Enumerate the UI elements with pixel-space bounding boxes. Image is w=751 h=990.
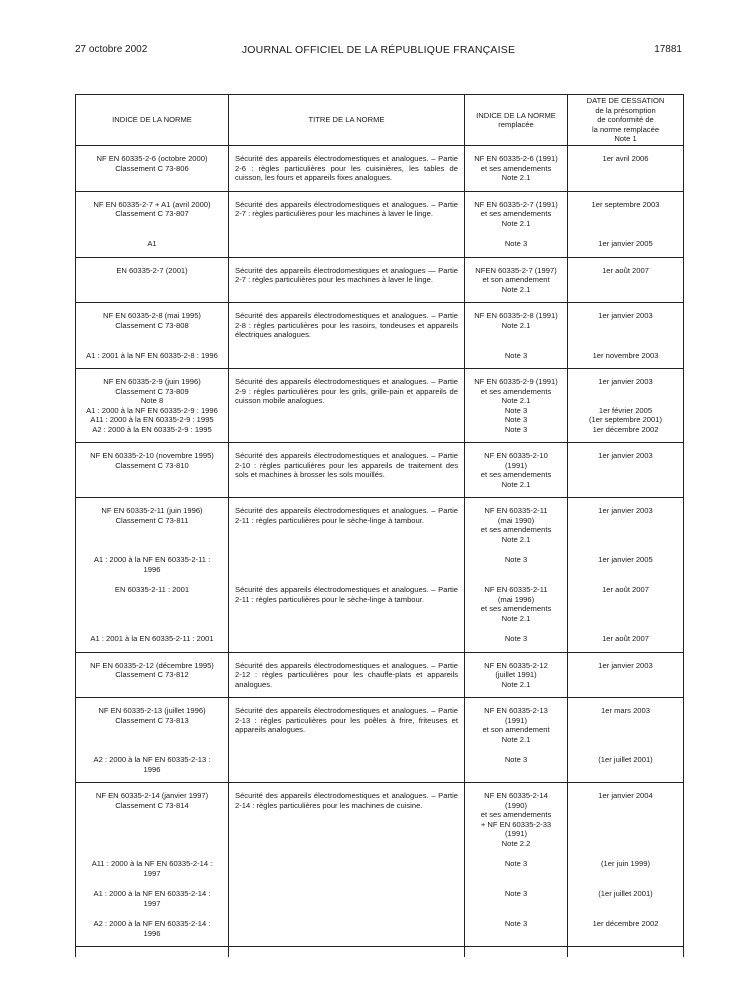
cell-date: 1er janvier 2003 [568,443,684,498]
cell-titre [229,623,465,652]
cell-date: 1er mars 2003 [568,698,684,745]
cell-date: 1er novembre 2003 [568,340,684,369]
table-row [76,443,684,498]
table-row [76,744,684,783]
table-row [76,908,684,947]
cell-titre: Sécurité des appareils électrodomestiques et analogues. – Partie 2-10 : règles particulières pour les appareils de traitement des sols et machines à brosser les sols mouillés. [229,443,465,498]
cell-remplacee: Note 3 [465,623,568,652]
cell-indice: A1 : 2000 à la NF EN 60335-2-14 : 1997 [76,878,229,908]
cell-date: 1er août 2007 [568,257,684,303]
cell-remplacee: NFEN 60335-2-7 (1997) et son amendement Note 2.1 [465,257,568,303]
table-row [76,228,684,257]
cell-date: (1er juillet 2001) [568,744,684,783]
cell-indice: NF EN 60335-2-7 + A1 (avril 2000) Classement C 73-807 [76,191,229,228]
table-row [76,652,684,698]
cell-titre [229,340,465,369]
table-row [76,498,684,545]
col-header-titre: TITRE DE LA NORME [229,95,465,146]
cell-titre: Sécurité des appareils électrodomestiques et analogues. – Partie 2-9 : règles particulières pour les grils, grille-pain et appareils de cuisson mobile analogues. [229,369,465,406]
table-row [76,574,684,623]
table-row [76,783,684,849]
cell-date: 1er janvier 2005 [568,544,684,574]
cell-remplacee: NF EN 60335-2-12 (juillet 1991) Note 2.1 [465,652,568,698]
table-continuation-row [76,947,684,958]
cell-indice: A1 : 2000 à la NF EN 60335-2-11 : 1996 [76,544,229,574]
cell-titre [229,908,465,947]
cell-remplacee: NF EN 60335-2-11 (mai 1996) et ses amendements Note 2.1 [465,574,568,623]
cell-remplacee: Note 3 [465,340,568,369]
cell-empty [76,947,229,958]
cell-remplacee: NF EN 60335-2-13 (1991) et son amendement Note 2.1 [465,698,568,745]
table-row [76,544,684,574]
cell-titre [229,744,465,783]
cell-titre: Sécurité des appareils électrodomestiques et analogues. – Partie 2-11 : règles particulières pour le sèche-linge à tambour. [229,574,465,623]
cell-date: 1er janvier 2003 [568,652,684,698]
cell-remplacee: NF EN 60335-2-11 (mai 1990) et ses amendements Note 2.1 [465,498,568,545]
cell-indice: A1 [76,228,229,257]
cell-remplacee: Note 3 Note 3 Note 3 [465,406,568,443]
cell-indice: A1 : 2001 à la NF EN 60335-2-8 : 1996 [76,340,229,369]
table-row [76,878,684,908]
cell-titre [229,406,465,443]
cell-indice: EN 60335-2-7 (2001) [76,257,229,303]
cell-remplacee: Note 3 [465,228,568,257]
cell-indice: NF EN 60335-2-6 (octobre 2000) Classement C 73-806 [76,146,229,192]
cell-date: 1er janvier 2003 [568,369,684,406]
cell-indice: NF EN 60335-2-11 (juin 1996) Classement C 73-811 [76,498,229,545]
cell-titre: Sécurité des appareils électrodomestiques et analogues. – Partie 2-13 : règles particulières pour les poêles à frire, friteuses et appareils analogues. [229,698,465,745]
table-header-row [76,95,684,146]
cell-remplacee: Note 3 [465,878,568,908]
table-row [76,303,684,340]
page-header [75,44,682,58]
cell-indice: NF EN 60335-2-14 (janvier 1997) Classement C 73-814 [76,783,229,849]
cell-remplacee: NF EN 60335-2-6 (1991) et ses amendements Note 2.1 [465,146,568,192]
cell-indice: A11 : 2000 à la NF EN 60335-2-14 : 1997 [76,848,229,878]
cell-empty [465,947,568,958]
cell-titre: Sécurité des appareils électrodomestiques et analogues. – Partie 2-6 : règles particulières pour les cuisinières, les tables de cuisson, les fours et appareils fixes analogues. [229,146,465,192]
cell-indice: A1 : 2000 à la NF EN 60335-2-9 : 1996 A11 : 2000 à la EN 60335-2-9 : 1995 A2 : 2000 à la EN 60335-2-9 : 1995 [76,406,229,443]
page-number: 17881 [654,44,682,55]
cell-remplacee: NF EN 60335-2-9 (1991) et ses amendements Note 2.1 [465,369,568,406]
cell-indice: A1 : 2001 à la EN 60335-2-11 : 2001 [76,623,229,652]
cell-indice: A2 : 2000 à la NF EN 60335-2-14 : 1996 [76,908,229,947]
cell-indice: NF EN 60335-2-10 (novembre 1995) Classement C 73-810 [76,443,229,498]
cell-indice: NF EN 60335-2-9 (juin 1996) Classement C 73-809 Note 8 [76,369,229,406]
cell-remplacee: Note 3 [465,544,568,574]
col-header-indice: INDICE DE LA NORME [76,95,229,146]
cell-titre [229,228,465,257]
header-date: 27 octobre 2002 [75,44,148,55]
cell-titre: Sécurité des appareils électrodomestiques et analogues — Partie 2-7 : règles particulières pour les machines à laver le linge. [229,257,465,303]
cell-remplacee: NF EN 60335-2-10 (1991) et ses amendements Note 2.1 [465,443,568,498]
cell-titre: Sécurité des appareils électrodomestiques et analogues. – Partie 2-7 : règles particulières pour les machines à laver le linge. [229,191,465,228]
col-header-remplacee: INDICE DE LA NORME remplacée [465,95,568,146]
table-row [76,146,684,192]
cell-remplacee: NF EN 60335-2-8 (1991) Note 2.1 [465,303,568,340]
cell-date: 1er décembre 2002 [568,908,684,947]
cell-titre: Sécurité des appareils électrodomestiques et analogues. – Partie 2-11 : règles particulières pour le sèche-linge à tambour. [229,498,465,545]
cell-date: 1er janvier 2003 [568,303,684,340]
cell-remplacee: Note 3 [465,744,568,783]
cell-indice: NF EN 60335-2-12 (décembre 1995) Classement C 73-812 [76,652,229,698]
cell-date: 1er septembre 2003 [568,191,684,228]
table-row [76,340,684,369]
cell-titre [229,848,465,878]
cell-indice: NF EN 60335-2-8 (mai 1995) Classement C 73-808 [76,303,229,340]
cell-titre: Sécurité des appareils électrodomestiques et analogues. – Partie 2-8 : règles particulières pour les rasoirs, tondeuses et appareils électriques analogues. [229,303,465,340]
cell-date: 1er avril 2006 [568,146,684,192]
table-row [76,257,684,303]
table-row [76,848,684,878]
cell-date: 1er janvier 2003 [568,498,684,545]
table-row [76,406,684,443]
cell-date: 1er janvier 2004 [568,783,684,849]
cell-date: (1er juillet 2001) [568,878,684,908]
col-header-date-cessation: DATE DE CESSATION de la présomption de conformité de la norme remplacée Note 1 [568,95,684,146]
cell-remplacee: NF EN 60335-2-7 (1991) et ses amendements Note 2.1 [465,191,568,228]
cell-indice: A2 : 2000 à la NF EN 60335-2-13 : 1996 [76,744,229,783]
table-row [76,369,684,406]
cell-titre [229,878,465,908]
cell-remplacee: Note 3 [465,848,568,878]
cell-date: 1er août 2007 [568,574,684,623]
cell-date: (1er juin 1999) [568,848,684,878]
cell-date: 1er février 2005 (1er septembre 2001) 1er décembre 2002 [568,406,684,443]
cell-date: 1er janvier 2005 [568,228,684,257]
table-row [76,698,684,745]
cell-titre: Sécurité des appareils électrodomestiques et analogues. – Partie 2-12 : règles particulières pour les chauffe-plats et appareils analogues. [229,652,465,698]
cell-indice: EN 60335-2-11 : 2001 [76,574,229,623]
cell-date: 1er août 2007 [568,623,684,652]
cell-empty [568,947,684,958]
cell-empty [229,947,465,958]
table-row [76,191,684,228]
norms-table [75,94,684,957]
cell-remplacee: NF EN 60335-2-14 (1990) et ses amendements + NF EN 60335-2-33 (1991) Note 2.2 [465,783,568,849]
journal-title: JOURNAL OFFICIEL DE LA RÉPUBLIQUE FRANÇAISE [241,44,516,56]
cell-titre [229,544,465,574]
table-row [76,623,684,652]
cell-titre: Sécurité des appareils électrodomestiques et analogues. – Partie 2-14 : règles particulières pour les machines de cuisine. [229,783,465,849]
cell-remplacee: Note 3 [465,908,568,947]
cell-indice: NF EN 60335-2-13 (juillet 1996) Classement C 73-813 [76,698,229,745]
